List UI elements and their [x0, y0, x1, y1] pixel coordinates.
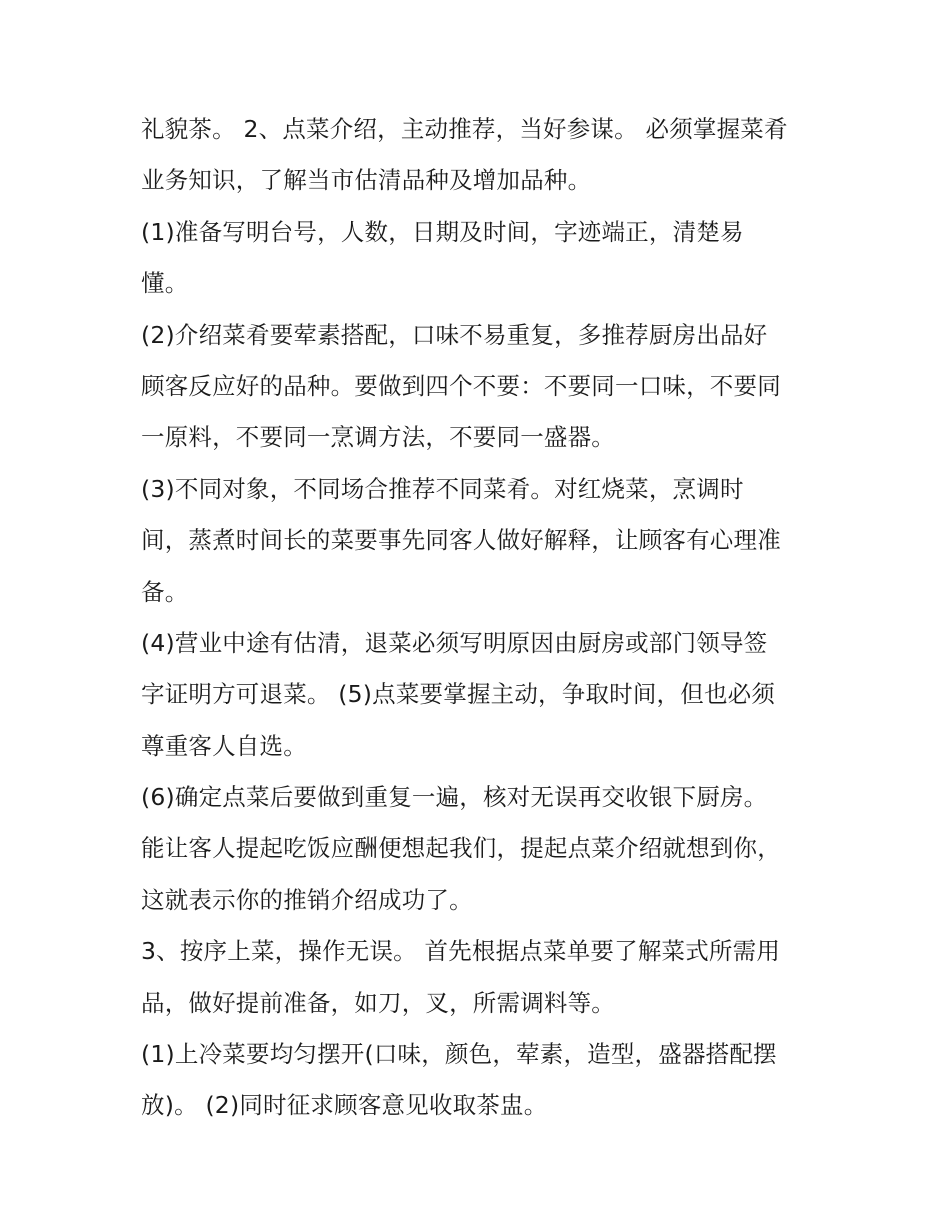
- text-line: 3、按序上菜，操作无误。 首先根据点菜单要了解菜式所需用: [141, 937, 781, 966]
- text-line: 间，蒸煮时间长的菜要事先同客人做好解释，让顾客有心理准: [141, 526, 781, 555]
- text-line: 备。: [141, 577, 189, 606]
- text-line: 字证明方可退菜。 (5)点菜要掌握主动，争取时间，但也必须: [141, 680, 776, 709]
- text-line: (1)上冷菜要均匀摆开(口味，颜色，荤素，造型，盛器搭配摆: [141, 1040, 777, 1069]
- text-line: (1)准备写明台号，人数，日期及时间，字迹端正，清楚易: [141, 217, 744, 246]
- document-body: [141, 104, 821, 1132]
- text-line: 一原料，不要同一烹调方法，不要同一盛器。: [141, 423, 615, 452]
- text-line: (2)介绍菜肴要荤素搭配，口味不易重复，多推荐厨房出品好: [141, 320, 768, 349]
- text-line: 这就表示你的推销介绍成功了。: [141, 885, 473, 914]
- text-line: 业务知识，了解当市估清品种及增加品种。: [141, 166, 592, 195]
- text-line: (6)确定点菜后要做到重复一遍，核对无误再交收银下厨房。: [141, 783, 768, 812]
- text-line: 礼貌茶。 2、点菜介绍，主动推荐，当好参谋。 必须掌握菜肴: [141, 115, 788, 143]
- text-line: 尊重客人自选。: [141, 731, 307, 760]
- text-line: (3)不同对象，不同场合推荐不同菜肴。对红烧菜，烹调时: [141, 474, 744, 503]
- text-line: 懂。: [141, 269, 189, 298]
- text-line: (4)营业中途有估清，退菜必须写明原因由厨房或部门领导签: [141, 628, 768, 657]
- text-line: 放)。 (2)同时征求顾客意见收取茶盅。: [141, 1091, 548, 1120]
- text-line: 品，做好提前准备，如刀，叉，所需调料等。: [141, 988, 615, 1017]
- text-line: 能让客人提起吃饭应酬便想起我们，提起点菜介绍就想到你，: [141, 834, 781, 863]
- text-line: 顾客反应好的品种。要做到四个不要：不要同一口味，不要同: [141, 371, 781, 400]
